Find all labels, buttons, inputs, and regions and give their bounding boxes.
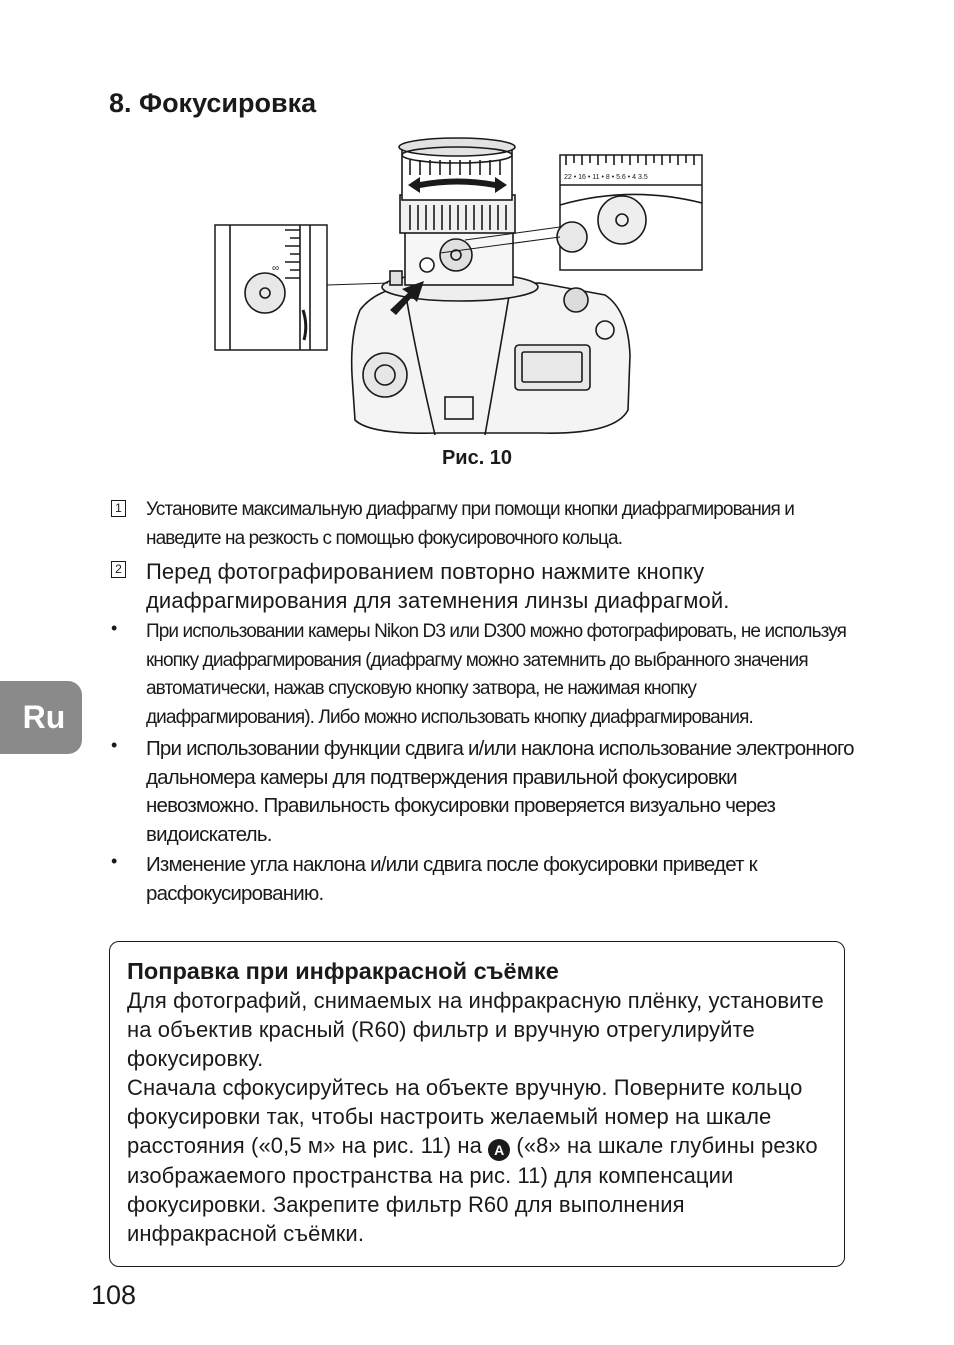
- camera-illustration: [210, 135, 705, 445]
- note-title: Поправка при инфракрасной съёмке: [127, 958, 559, 984]
- figure-caption: Рис. 10: [441, 447, 513, 469]
- bullet-text: При использовании функции сдвига и/или наклона использование электронного дальномера камеры для подтверждения правильной фокусировки невозможно. Правильность фокусировки проверяется визуально через видоискатель.: [146, 737, 854, 846]
- page-number: 108: [91, 1280, 137, 1310]
- bullet-item: [109, 851, 854, 908]
- step-text: Перед фотографированием повторно нажмите кнопку диафрагмирования для затемнения линзы диафрагмой.: [146, 559, 730, 613]
- infrared-note-box: [109, 941, 845, 1267]
- instructions-list: [109, 496, 854, 908]
- bullet-item: [109, 735, 854, 849]
- page-title: 8. Фокусировка: [109, 88, 317, 118]
- bullet-item: [109, 618, 854, 732]
- step-number-box: 2: [111, 561, 126, 578]
- bullet-marker: •: [111, 851, 118, 871]
- step-2: [109, 557, 854, 615]
- note-text-part: Сначала сфокусируйтесь на объекте вручную. Поверните кольцо фокусировки так, чтобы настроить желаемый номер на шкале расстояния («0,5 м» на рис. 11) на: [127, 1075, 803, 1158]
- note-paragraph-2: [127, 1073, 828, 1248]
- step-text: Установите максимальную диафрагму при помощи кнопки диафрагмирования и наведите на резкость с помощью фокусировочного кольца.: [146, 499, 795, 549]
- bullet-marker: •: [111, 735, 118, 755]
- marker-a-icon: A: [488, 1139, 510, 1161]
- bullet-marker: •: [111, 618, 118, 638]
- focus-scale-label: ∞: [272, 263, 280, 274]
- note-text-part: («8» на шкале глубины резко изображаемого пространства на рис. 11) для компенсации фокусировки. Закрепите фильтр R60 для выполнения инфракрасной съёмки.: [127, 1133, 818, 1246]
- note-paragraph-1: Для фотографий, снимаемых на инфракрасную плёнку, установите на объектив красный (R60) фильтр и вручную отрегулируйте фокусировку.: [127, 988, 824, 1071]
- step-number-box: 1: [111, 500, 126, 517]
- step-1: [109, 496, 854, 553]
- bullet-text: При использовании камеры Nikon D3 или D300 можно фотографировать, не используя кнопку диафрагмирования (диафрагму можно затемнить до выбранного значения автоматически, нажав спусковую кнопку затвора, не нажимая кнопку диафрагмирования). Либо можно использовать кнопку диафрагмирования.: [146, 621, 846, 728]
- language-tab: Ru: [0, 681, 82, 754]
- bullet-text: Изменение угла наклона и/или сдвига после фокусировки приведет к расфокусированию.: [146, 853, 757, 905]
- depth-scale-label: 22 • 16 • 11 • 8 • 5.6 • 4 3.5: [564, 174, 648, 181]
- camera-lens-diagram: [210, 135, 705, 445]
